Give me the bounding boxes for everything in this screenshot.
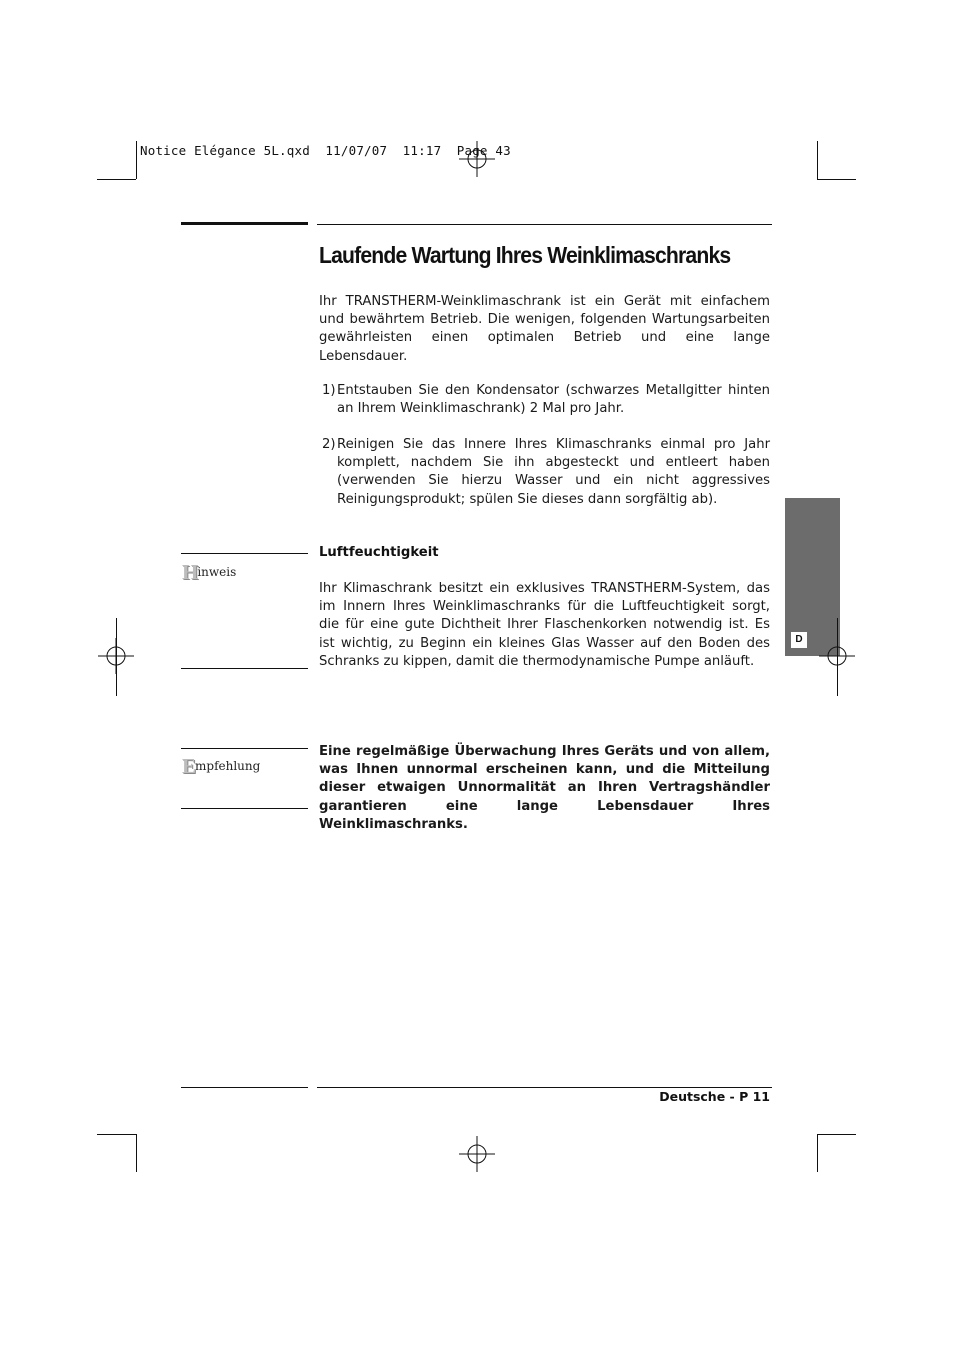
humidity-paragraph: Ihr Klimaschrank besitzt ein exklusives TRANSTHERM-System, das im Innern Ihres Weinklimaschranks für die Luftfeuchtigkeit sorgt, die für eine gute Dichtheit Ihrer Flaschenkorken notwendig ist. Es ist wichtig, zu Beginn ein kleines Glas Wasser auf den Boden des Schranks zu kippen, damit die thermodynamische Pumpe anläuft.: [319, 581, 770, 669]
note-rule: [181, 553, 308, 554]
crop-mark: [97, 179, 136, 180]
file-slug: Notice Elégance 5L.qxd 11/07/07 11:17 Page 43: [140, 143, 511, 158]
registration-line: [116, 618, 117, 696]
crop-mark: [136, 1134, 137, 1172]
registration-mark-icon: [459, 1136, 495, 1172]
note-initial: E: [182, 754, 197, 778]
page-footer: Deutsche - P 11: [659, 1089, 770, 1104]
crop-mark: [97, 1134, 136, 1135]
footer-rule: [317, 1087, 772, 1088]
header-rule: [317, 224, 772, 225]
note-label-text: inweis: [197, 565, 237, 579]
header-rule-thick: [181, 222, 308, 225]
crop-mark: [817, 141, 818, 179]
crop-mark: [817, 1134, 818, 1172]
page-title: Laufende Wartung Ihres Weinklimaschranks: [319, 242, 731, 268]
note-label-text: mpfehlung: [195, 759, 261, 773]
footer-rule: [181, 1087, 308, 1088]
note-initial: H: [182, 560, 199, 584]
list-item-text: Reinigen Sie das Innere Ihres Klimaschranks einmal pro Jahr komplett, nachdem Sie ihn abgesteckt und entleert haben (verwenden Sie hierzu Wasser und ein nicht aggressives Reinigungsprodukt; spülen Sie dieses dann sorgfältig ab).: [337, 437, 770, 507]
note-rule: [181, 668, 308, 669]
list-item-number: 1): [322, 383, 336, 398]
note-label-empfehlung: [182, 754, 261, 778]
recommendation-paragraph: Eine regelmäßige Überwachung Ihres Geräts und von allem, was Ihnen unnormal erscheinen kann, und die Mitteilung dieser etwaigen Unnormalität an Ihren Vertragshändler garantieren eine lange Lebensdauer Ihres Weinklimaschranks.: [319, 744, 770, 832]
note-label-hinweis: [182, 560, 237, 584]
section-heading: Luftfeuchtigkeit: [319, 545, 439, 560]
note-rule: [181, 808, 308, 809]
list-item-text: Entstauben Sie den Kondensator (schwarzes Metallgitter hinten an Ihrem Weinklimaschrank) 2 Mal pro Jahr.: [337, 383, 770, 417]
registration-line: [837, 618, 838, 696]
crop-mark: [817, 179, 856, 180]
intro-paragraph: Ihr TRANSTHERM-Weinklimaschrank ist ein Gerät mit einfachem und bewährtem Betrieb. Die wenigen, folgenden Wartungsarbeiten gewährleisten einen optimalen Betrieb und eine lange Lebensdauer.: [319, 294, 770, 364]
note-rule: [181, 748, 308, 749]
language-tab-label: D: [791, 632, 807, 648]
list-item-number: 2): [322, 437, 336, 452]
crop-mark: [136, 141, 137, 179]
crop-mark: [817, 1134, 856, 1135]
language-tab: [785, 498, 840, 656]
